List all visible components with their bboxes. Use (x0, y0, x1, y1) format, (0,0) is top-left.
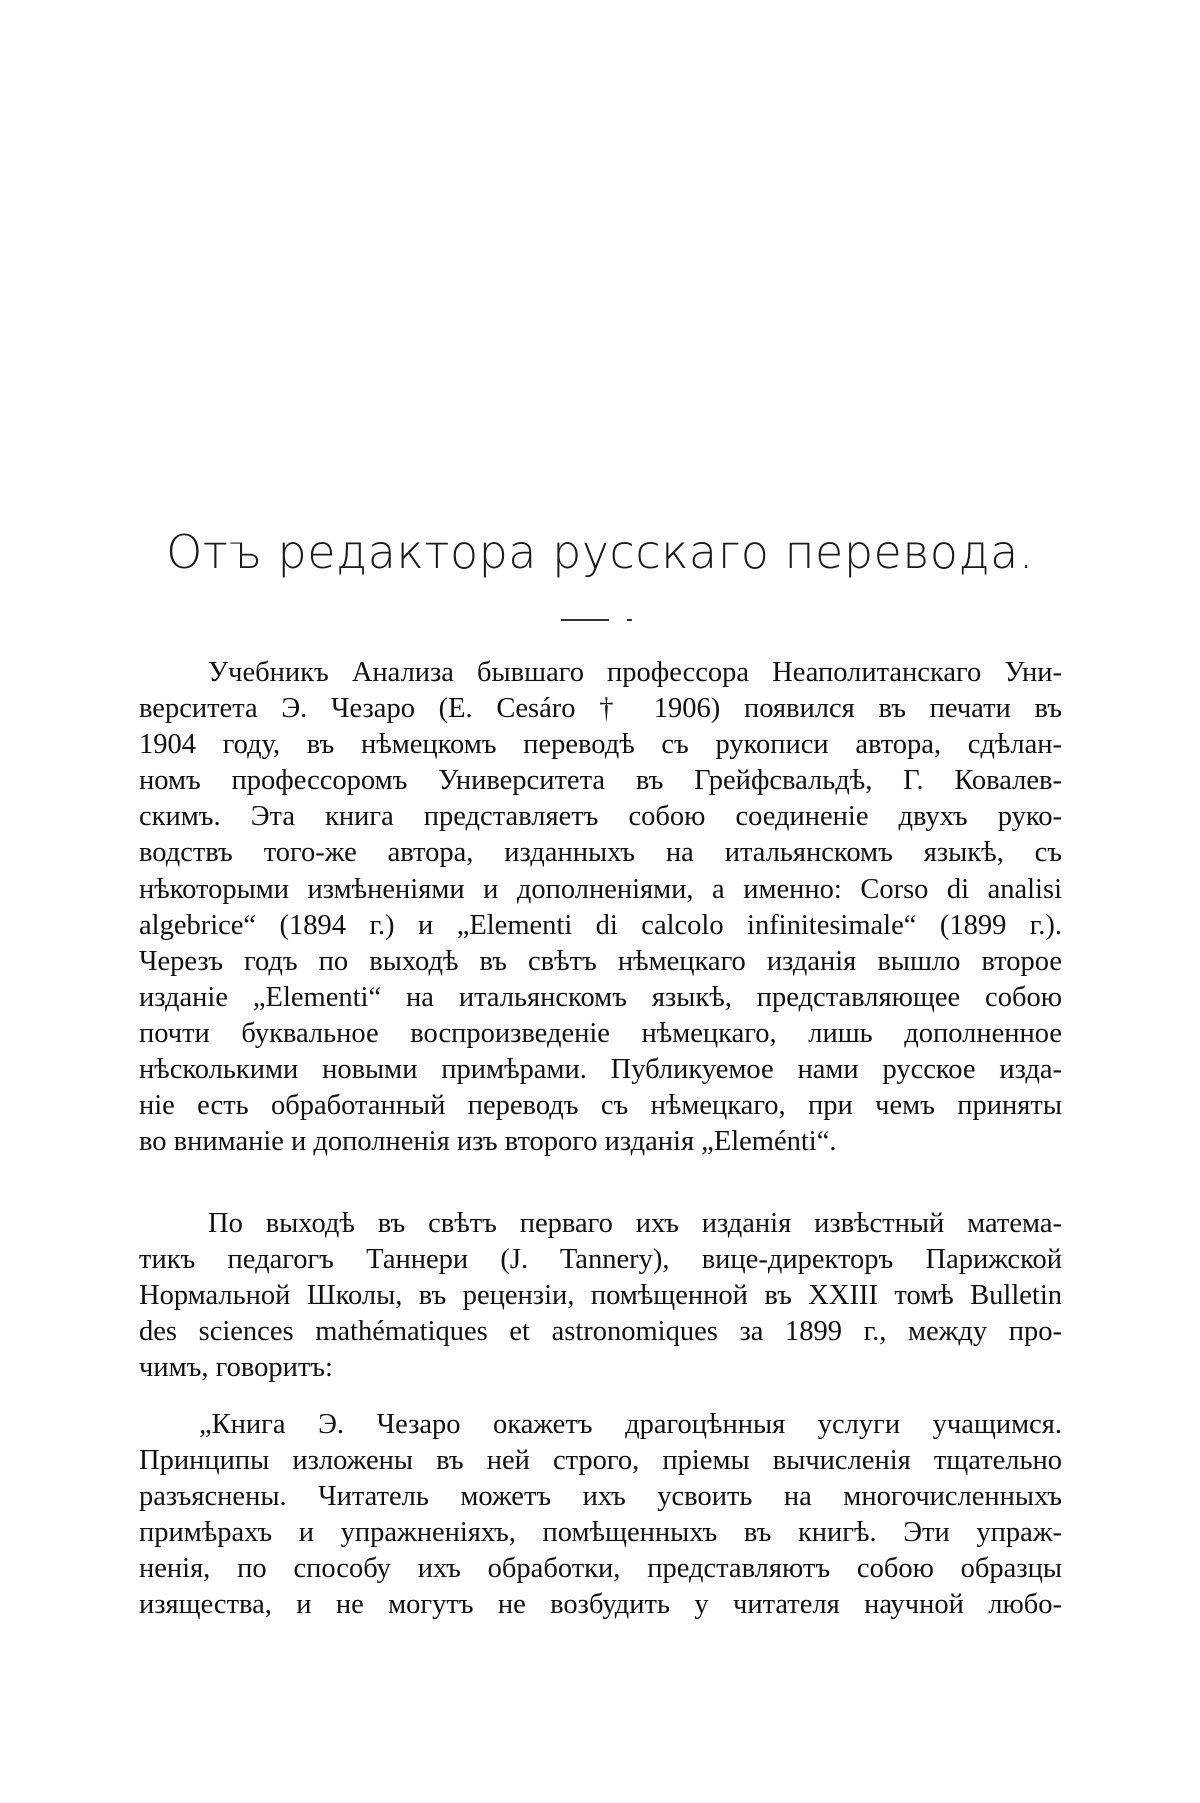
page-title: Отъ редактора русскаго перевода. (0, 525, 1200, 579)
text-line: algebrice“ (1894 г.) и „Elementi di calcolo infinitesimale“ (1899 г.). (139, 908, 1062, 944)
text-line: Принципы изложены въ ней строго, прiемы вычисленiя тщательно (139, 1443, 1062, 1479)
text-line: нiе есть обработанный переводъ съ нѣмецкаго, при чемъ приняты (139, 1088, 1062, 1124)
text-line: „Книга Э. Чезаро окажетъ драгоцѣнныя услуги учащимся. (139, 1407, 1062, 1443)
text-line: Черезъ годъ по выходѣ въ свѣтъ нѣмецкаго изданiя вышло второе (139, 944, 1062, 980)
text-line: во вниманiе и дополненiя изъ второго изданiя „Eleménti“. (139, 1124, 1062, 1160)
text-line: примѣрахъ и упражненiяхъ, помѣщенныхъ въ книгѣ. Эти упраж- (139, 1515, 1062, 1551)
text-line: разъяснены. Читатель можетъ ихъ усвоить на многочисленныхъ (139, 1479, 1062, 1515)
text-line: Нормальной Школы, въ рецензiи, помѣщенной въ XXIII томѣ Bulletin (139, 1278, 1062, 1314)
text-line: изданiе „Elementi“ на итальянскомъ языкѣ, представляющее собою (139, 980, 1062, 1016)
title-divider (561, 619, 609, 621)
text-line: скимъ. Эта книга представляетъ собою соединенiе двухъ руко- (139, 799, 1062, 835)
text-line: нѣсколькими новыми примѣрами. Публикуемое нами русское изда- (139, 1052, 1062, 1088)
text-line: По выходѣ въ свѣтъ перваго ихъ изданiя извѣстный матема- (139, 1206, 1062, 1242)
text-line: водствъ того-же автора, изданныхъ на итальянскомъ языкѣ, съ (139, 835, 1062, 871)
text-line: изящества, и не могутъ не возбудить у читателя научной любо- (139, 1587, 1062, 1623)
text-line: чимъ, говоритъ: (139, 1350, 1062, 1386)
text-line: нѣкоторыми измѣненiями и дополненiями, а именно: Corso di analisi (139, 872, 1062, 908)
title-divider-dot (627, 619, 632, 621)
paragraph-1 (139, 655, 1062, 1160)
text-line: номъ профессоромъ Университета въ Грейфсвальдѣ, Г. Ковалев- (139, 763, 1062, 799)
text-line: почти буквальное воспроизведенiе нѣмецкаго, лишь дополненное (139, 1016, 1062, 1052)
text-line: des sciences mathématiques et astronomiques за 1899 г., между про- (139, 1314, 1062, 1350)
document-page (0, 0, 1200, 1803)
paragraph-3-quote (139, 1407, 1062, 1624)
text-line: ненiя, по способу ихъ обработки, представляютъ собою образцы (139, 1551, 1062, 1587)
text-line: Учебникъ Анализа бывшаго профессора Неаполитанскаго Уни- (139, 655, 1062, 691)
text-line: тикъ педагогъ Таннери (J. Tannery), вице-директоръ Парижской (139, 1242, 1062, 1278)
paragraph-2 (139, 1206, 1062, 1386)
text-line: верситета Э. Чезаро (E. Cesáro † 1906) появился въ печати въ (139, 691, 1062, 727)
text-line: 1904 году, въ нѣмецкомъ переводѣ съ рукописи автора, сдѣлан- (139, 727, 1062, 763)
